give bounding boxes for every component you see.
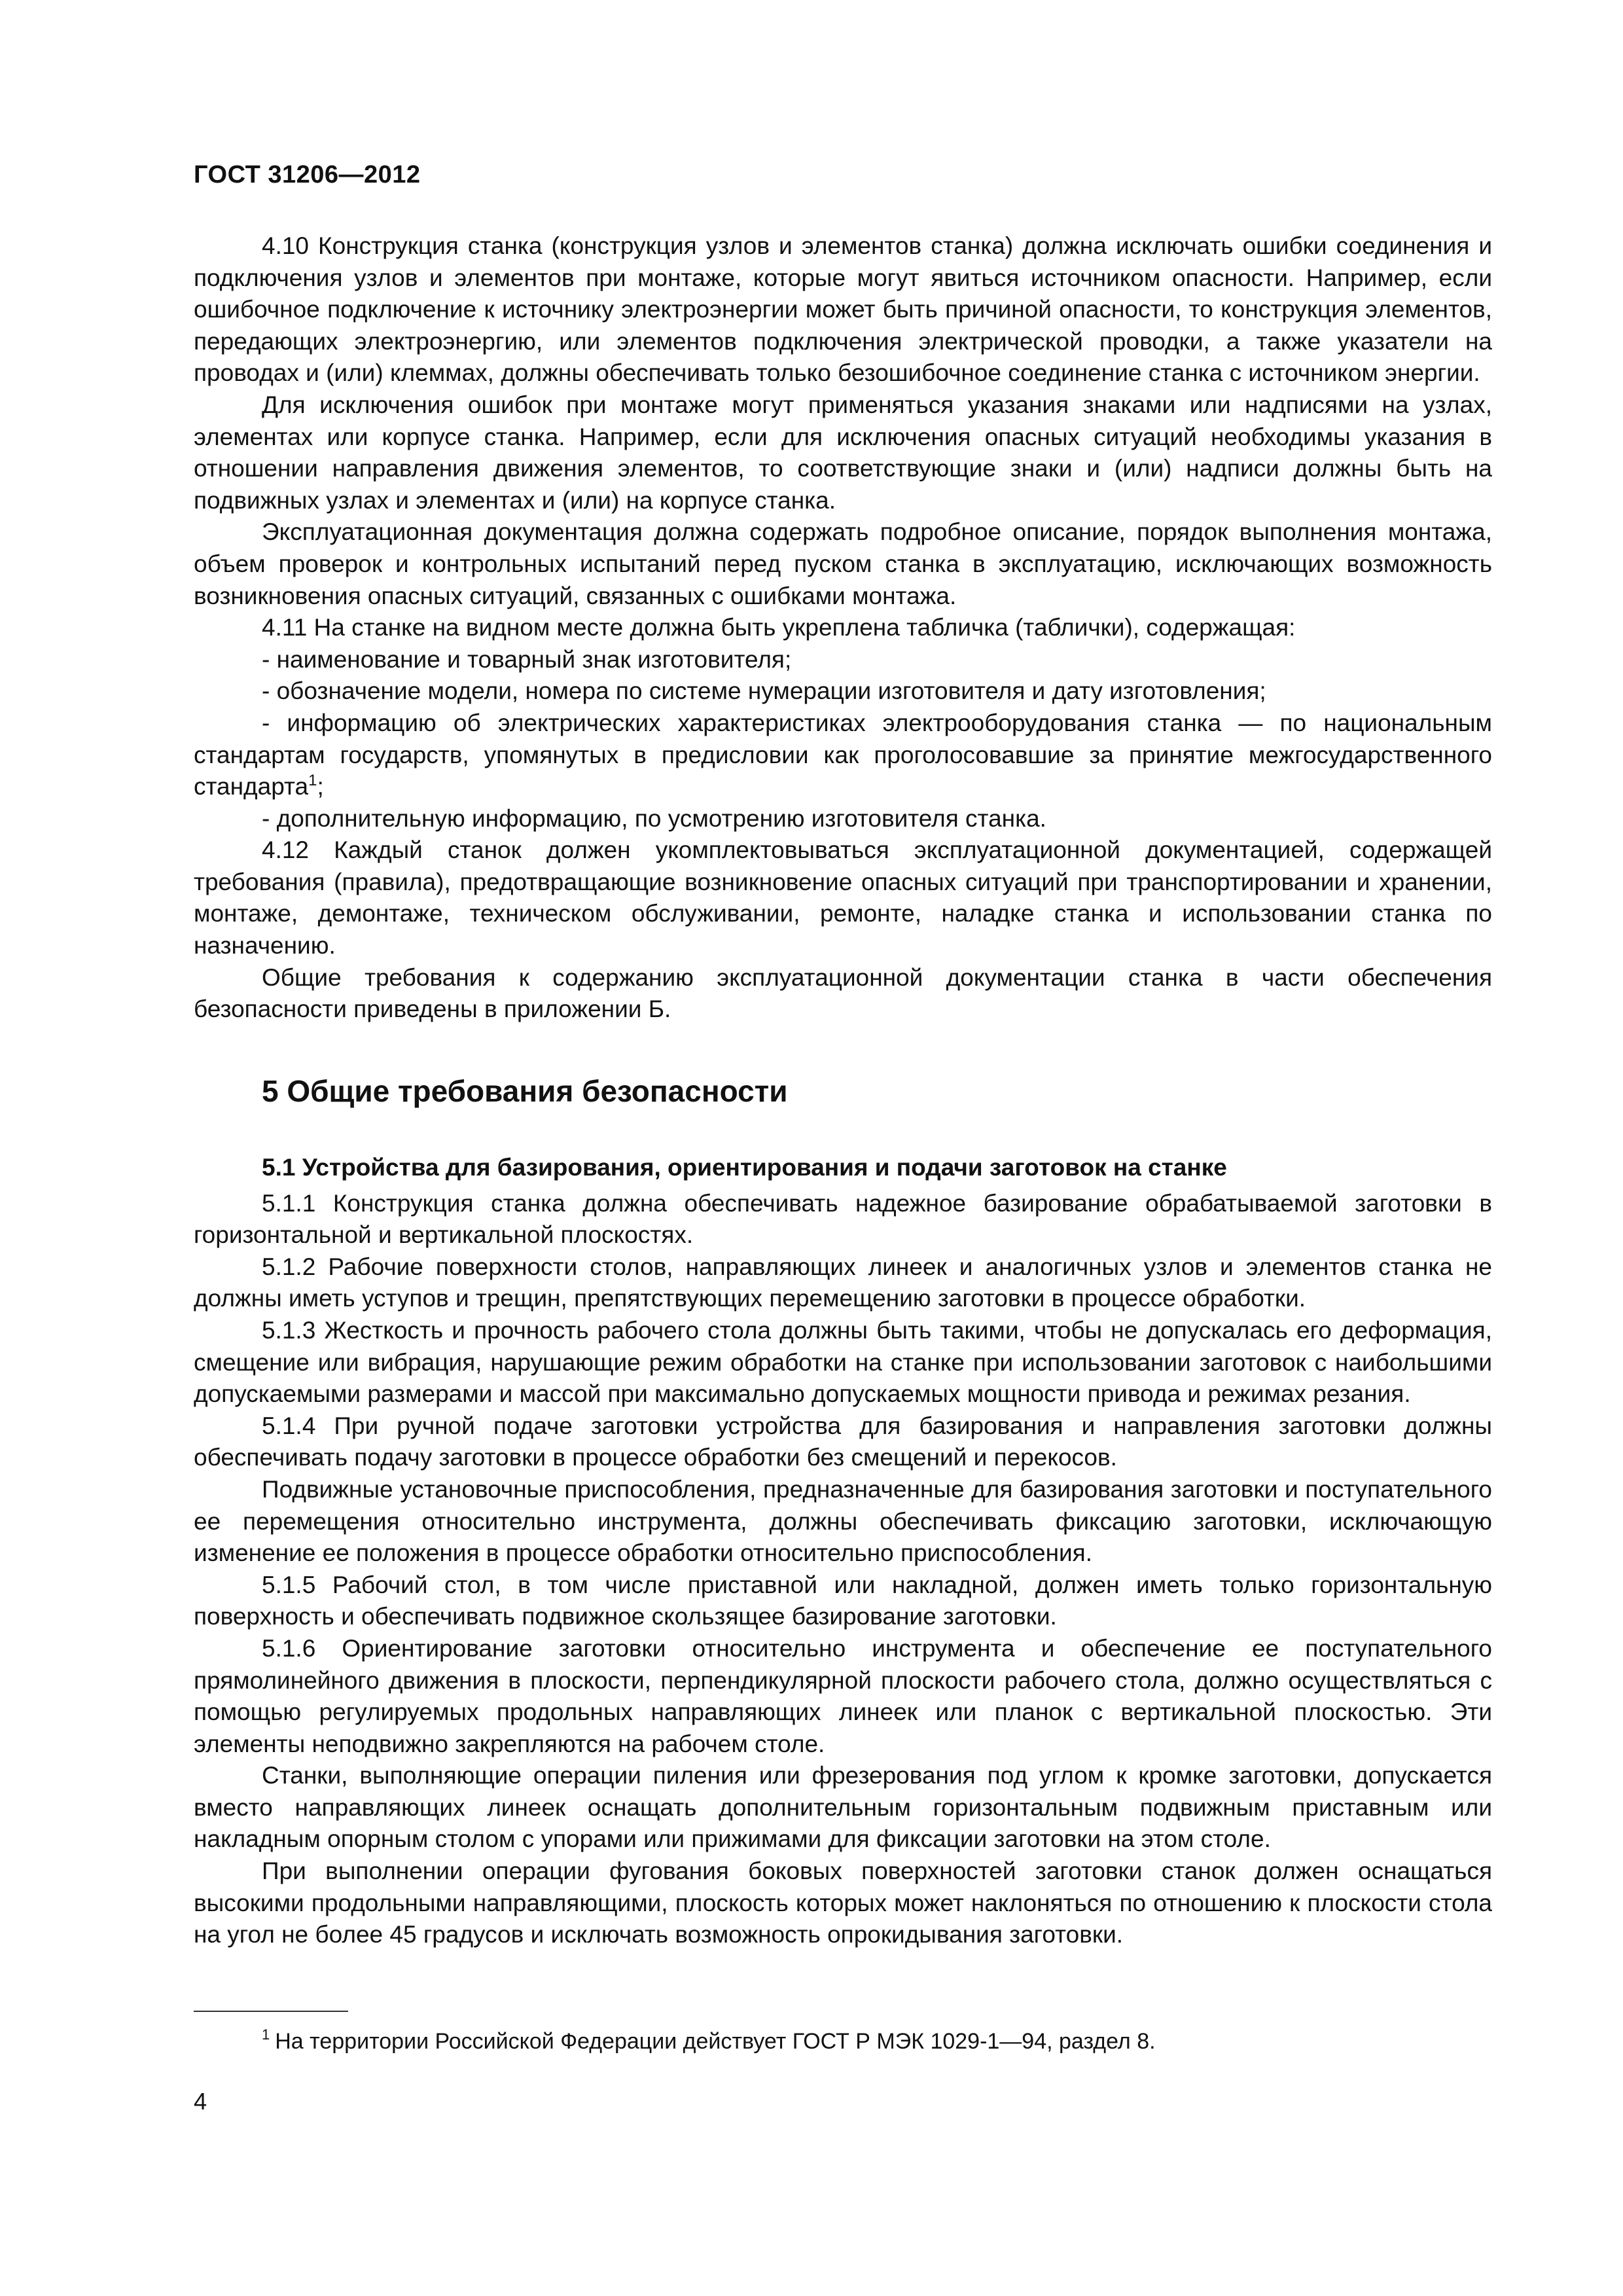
paragraph-4-10-documentation: Эксплуатационная документация должна содержать подробное описание, порядок выполнения монтажа, объем проверок и контрольных испытаний перед пуском станка в эксплуатацию, исключающих возможность возникновения опасных ситуаций, связанных с ошибками монтажа.	[194, 518, 1492, 609]
subsection-5-1-heading: 5.1 Устройства для базирования, ориентирования и подачи заготовок на станке	[262, 1154, 1227, 1181]
list-item-model: - обозначение модели, номера по системе нумерации изготовителя и дату изготовления;	[262, 677, 1266, 705]
paragraph-5-1-6-jointing: При выполнении операции фугования боковых поверхностей заготовки станок должен оснащаться высокими продольными направляющими, плоскость которых может наклоняться по отношению к плоскости стола на угол не более 45 градусов и исключать возможность опрокидывания заготовки.	[194, 1857, 1492, 1948]
list-item-electrical-text: - информацию об электрических характеристиках электрооборудования станка — по национальным стандартам государств, упомянутых в предисловии как проголосовавшие за принятие межгосударственного стандарта	[194, 709, 1492, 800]
section-4-text	[194, 230, 1492, 1026]
footnote-marker: 1	[262, 2026, 270, 2043]
section-5-text	[194, 1152, 1492, 1951]
paragraph-4-10-markings: Для исключения ошибок при монтаже могут применяться указания знаками или надписями на узлах, элементах или корпусе станка. Например, если для исключения опасных ситуаций необходимы указания в отношении направления движения элементов, то соответствующие знаки и (или) надписи должны быть на подвижных узлах и элементах и (или) на корпусе станка.	[194, 391, 1492, 514]
paragraph-5-1-5: 5.1.5 Рабочий стол, в том числе приставной или накладной, должен иметь только горизонтальную поверхность и обеспечивать подвижное скользящее базирование заготовки.	[194, 1571, 1492, 1630]
paragraph-5-1-2: 5.1.2 Рабочие поверхности столов, направляющих линеек и аналогичных узлов и элементов станка не должны иметь уступов и трещин, препятствующих перемещению заготовки в процессе обработки.	[194, 1253, 1492, 1312]
paragraph-5-1-1: 5.1.1 Конструкция станка должна обеспечивать надежное базирование обрабатываемой заготовки в горизонтальной и вертикальной плоскостях.	[194, 1189, 1492, 1249]
footnote-reference[interactable]: 1	[308, 772, 317, 790]
list-item-additional: - дополнительную информацию, по усмотрению изготовителя станка.	[262, 804, 1046, 832]
list-item-manufacturer: - наименование и товарный знак изготовителя;	[262, 645, 792, 673]
paragraph-5-1-4-fixtures: Подвижные установочные приспособления, предназначенные для базирования заготовки и поступательного ее перемещения относительно инструмента, должны обеспечивать фиксацию заготовки, исключающую изменение ее положения в процессе обработки относительно приспособления.	[194, 1475, 1492, 1567]
footnote-text: На территории Российской Федерации действует ГОСТ Р МЭК 1029-1—94, раздел 8.	[275, 2029, 1156, 2054]
footnote	[262, 2028, 1156, 2055]
list-item-electrical-end: ;	[317, 773, 324, 800]
list-item-electrical	[194, 708, 1492, 803]
paragraph-4-12: 4.12 Каждый станок должен укомплектовываться эксплуатационной документацией, содержащей требования (правила), предотвращающие возникновение опасных ситуаций при транспортировании и хранении, монтаже, демонтаже, техническом обслуживании, ремонте, наладке станка и использовании станка по назначению.	[194, 836, 1492, 960]
footnote-separator	[194, 2011, 348, 2012]
paragraph-4-10: 4.10 Конструкция станка (конструкция узлов и элементов станка) должна исключать ошибки соединения и подключения узлов и элементов при монтаже, которые могут явиться источником опасности. Например, если ошибочное подключение к источнику электроэнергии может быть причиной опасности, то конструкция элементов, передающих электроэнергию, или элементов подключения электрической проводки, а также указатели на проводах и (или) клеммах, должны обеспечивать только безошибочное соединение станка с источником энергии.	[194, 232, 1492, 387]
paragraph-5-1-3: 5.1.3 Жесткость и прочность рабочего стола должны быть такими, чтобы не допускалась его деформация, смещение или вибрация, нарушающие режим обработки на станке при использовании заготовок с наибольшими допускаемыми размерами и массой при максимально допускаемых мощности привода и режимах резания.	[194, 1316, 1492, 1408]
paragraph-5-1-6-machines: Станки, выполняющие операции пиления или фрезерования под углом к кромке заготовки, допускается вместо направляющих линеек оснащать дополнительным горизонтальным подвижным приставным или накладным опорным столом с упорами или прижимами для фиксации заготовки на этом столе.	[194, 1762, 1492, 1853]
page-number: 4	[194, 2088, 207, 2115]
section-5-heading: 5 Общие требования безопасности	[262, 1074, 788, 1108]
paragraph-5-1-6: 5.1.6 Ориентирование заготовки относительно инструмента и обеспечение ее поступательного прямолинейного движения в плоскости, перпендикулярной плоскости рабочего стола, должно осуществляться с помощью регулируемых продольных направляющих линеек или планок с вертикальной плоскостью. Эти элементы неподвижно закрепляются на рабочем столе.	[194, 1634, 1492, 1757]
paragraph-4-11: 4.11 На станке на видном месте должна быть укреплена табличка (таблички), содержащая:	[262, 614, 1296, 641]
paragraph-4-12-general: Общие требования к содержанию эксплуатационной документации станка в части обеспечения безопасности приведены в приложении Б.	[194, 963, 1492, 1023]
document-header-id: ГОСТ 31206—2012	[194, 161, 421, 188]
paragraph-5-1-4: 5.1.4 При ручной подаче заготовки устройства для базирования и направления заготовки должны обеспечивать подачу заготовки в процессе обработки без смещений и перекосов.	[194, 1412, 1492, 1471]
